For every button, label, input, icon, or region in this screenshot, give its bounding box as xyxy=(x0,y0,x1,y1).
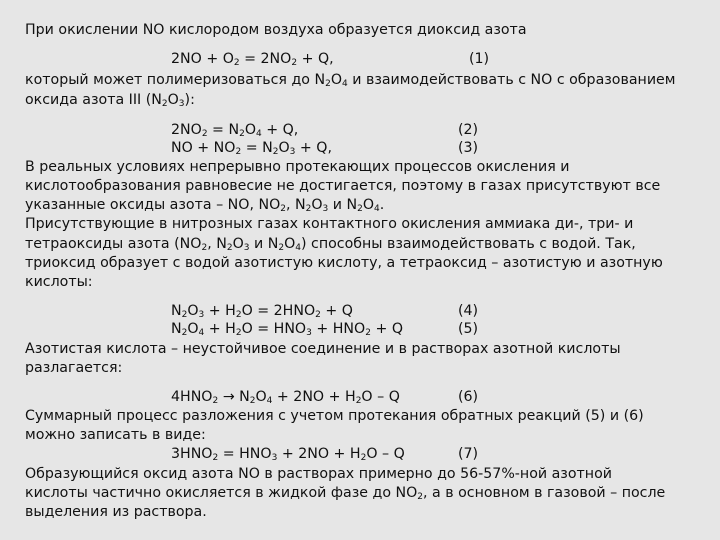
paragraph-4-line-1: Азотистая кислота – неустойчивое соединение и в растворах азотной кислоты xyxy=(25,341,621,357)
paragraph-2-line-3: указанные оксиды азота – NO, $NO_2$, $N_2O_3$ и $N_2O_4$. xyxy=(25,197,385,214)
paragraph-3-line-2: тетраоксиды азота ($NO_2$, $N_2O_3$ и $N_2O_4$) способны взаимодействовать с водой. Так, xyxy=(25,236,636,253)
equation-6: $4HNO_2 \to N_2O_4 + 2NO + H_2O - Q$ xyxy=(171,389,400,406)
paragraph-1-line-1: который может полимеризоваться до $N_2O_4$ и взаимодействовать с NO с образованием xyxy=(25,72,676,89)
intro-line: При окислении NO кислородом воздуха образуется диоксид азота xyxy=(25,22,527,38)
equation-2: $2NO_2 = N_2O_4 + Q$, xyxy=(171,122,299,139)
paragraph-2-line-1: В реальных условиях непрерывно протекающих процессов окисления и xyxy=(25,159,570,175)
paragraph-6-line-3: выделения из раствора. xyxy=(25,504,207,520)
equation-4: $N_2O_3 + H_2O = 2HNO_2 + Q$ xyxy=(171,303,353,320)
paragraph-6-line-2: кислоты частично окисляется в жидкой фазе до $NO_2$, а в основном в газовой – после xyxy=(25,485,666,502)
paragraph-6-line-1: Образующийся оксид азота NO в растворах примерно до 56-57%-ной азотной xyxy=(25,466,612,482)
paragraph-2-line-2: кислотообразования равновесие не достигается, поэтому в газах присутствуют все xyxy=(25,178,661,194)
equation-3: NO + $NO_2 = N_2O_3 + Q$, xyxy=(171,140,332,157)
paragraph-5-line-1: Суммарный процесс разложения с учетом протекания обратных реакций (5) и (6) xyxy=(25,408,644,424)
paragraph-3-line-1: Присутствующие в нитрозных газах контактного окисления аммиака ди-, три- и xyxy=(25,216,634,232)
equation-7-number: (7) xyxy=(458,446,479,462)
equation-1: $2NO + O_2 = 2NO_2 + Q$, xyxy=(171,51,334,68)
equation-5: $N_2O_4 + H_2O = HNO_3 + HNO_2 + Q$ xyxy=(171,321,404,338)
equation-6-number: (6) xyxy=(458,389,479,405)
paragraph-4-line-2: разлагается: xyxy=(25,360,123,376)
paragraph-5-line-2: можно записать в виде: xyxy=(25,427,206,443)
equation-5-number: (5) xyxy=(458,321,479,337)
equation-3-number: (3) xyxy=(458,140,479,156)
paragraph-3-line-3: триоксид образует с водой азотистую кислоту, а тетраоксид – азотистую и азотную xyxy=(25,255,663,271)
equation-7: $3HNO_2 = HNO_3 + 2NO + H_2O - Q$ xyxy=(171,446,405,463)
equation-2-number: (2) xyxy=(458,122,479,138)
paragraph-1-line-2: оксида азота III $(N_2O_3)$: xyxy=(25,92,195,109)
paragraph-3-line-4: кислоты: xyxy=(25,274,93,290)
equation-4-number: (4) xyxy=(458,303,479,319)
equation-1-number: (1) xyxy=(469,51,490,67)
